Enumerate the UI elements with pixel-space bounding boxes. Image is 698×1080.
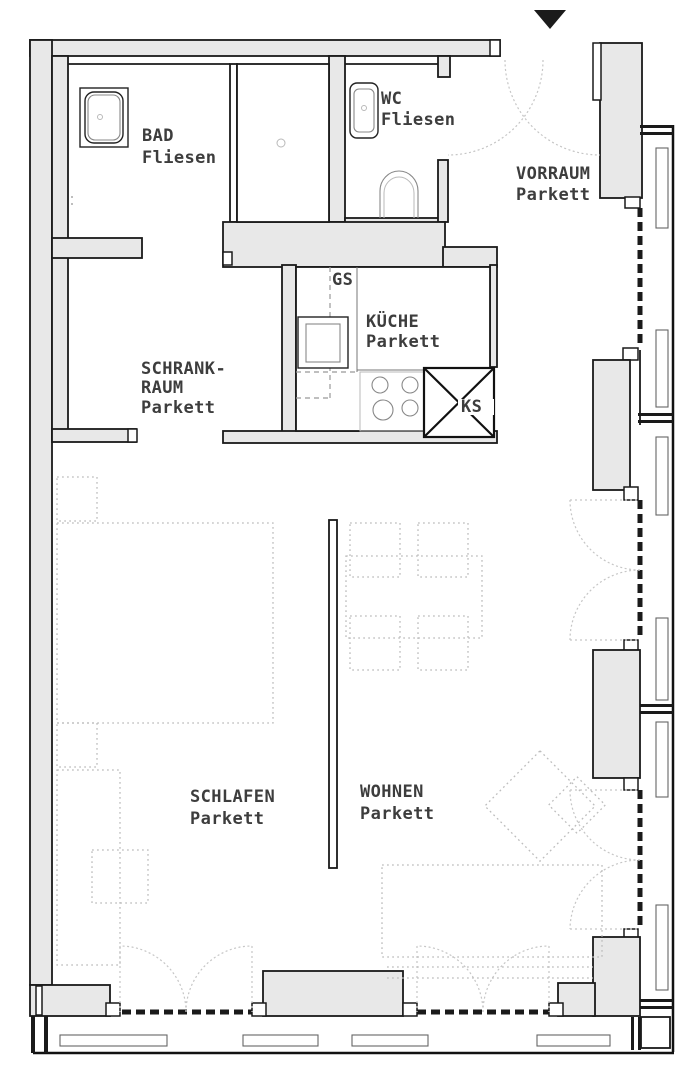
balcony-door1-post-left bbox=[106, 1003, 120, 1016]
vorraum-label: VORRAUM bbox=[516, 164, 591, 184]
bad-shower-partition bbox=[230, 64, 237, 222]
left-wall bbox=[30, 40, 52, 985]
balcony-railing bbox=[656, 148, 668, 228]
wc-right-wall bbox=[438, 160, 448, 222]
balcony-side-wall-left bbox=[44, 1016, 48, 1053]
balcony-door2-post-left bbox=[403, 1003, 417, 1016]
balcony-railing bbox=[243, 1035, 318, 1046]
balcony-railing bbox=[656, 437, 668, 515]
door1-post-top bbox=[624, 487, 638, 500]
vorraum-floor: Parkett bbox=[516, 185, 591, 205]
dishwasher-label: GS bbox=[332, 270, 354, 290]
bottom-right-wall bbox=[593, 937, 640, 1016]
bad-label: BAD bbox=[142, 126, 174, 146]
wohnen-label: WOHNEN bbox=[360, 782, 424, 802]
balcony-door1-post-right bbox=[252, 1003, 266, 1016]
balcony-divider bbox=[640, 1006, 673, 1009]
kueche-floor: Parkett bbox=[366, 332, 441, 352]
schrankraum-bottom-wall bbox=[52, 429, 136, 442]
balcony-railing bbox=[537, 1035, 610, 1046]
balcony-divider bbox=[640, 125, 673, 128]
balcony-railing bbox=[656, 722, 668, 797]
balcony-railing bbox=[656, 905, 668, 990]
kueche-label: KÜCHE bbox=[366, 312, 420, 332]
fridge-label: KS bbox=[461, 397, 483, 417]
balcony-divider bbox=[640, 704, 673, 707]
schlafen-label: SCHLAFEN bbox=[190, 787, 276, 807]
balcony-door2-post-right bbox=[549, 1003, 563, 1016]
corridor-wall-band-east bbox=[443, 247, 497, 267]
balcony-side-wall-right bbox=[631, 1017, 634, 1050]
balcony-divider bbox=[640, 999, 673, 1002]
balcony-divider bbox=[638, 420, 673, 423]
shower-area bbox=[237, 64, 329, 222]
right-wall-block bbox=[593, 650, 640, 778]
vorraum-right-wall bbox=[600, 43, 642, 198]
kitchen-left-wall bbox=[282, 265, 296, 433]
entrance-arrow-icon bbox=[534, 10, 566, 29]
right-pilaster bbox=[593, 360, 630, 490]
vorraum-wall-end-cap bbox=[593, 43, 601, 100]
bathtub-inner bbox=[85, 92, 123, 143]
schrankraum-door-post bbox=[128, 429, 137, 442]
top-wall bbox=[30, 40, 500, 56]
wc-door-stub bbox=[438, 56, 450, 77]
balcony-divider bbox=[640, 132, 673, 135]
balcony-divider bbox=[640, 711, 673, 714]
window-post-top bbox=[625, 197, 640, 208]
balcony-railing bbox=[60, 1035, 167, 1046]
bad-bottom-wall bbox=[52, 238, 142, 258]
schlafen-wohnen-partition bbox=[329, 520, 337, 868]
window-post-bottom bbox=[623, 348, 638, 360]
wohnen-floor: Parkett bbox=[360, 804, 435, 824]
bottom-middle-wall bbox=[263, 971, 403, 1016]
corridor-wall-band bbox=[223, 222, 445, 267]
schrankraum-floor: Parkett bbox=[141, 398, 216, 418]
left-wall-section-gap bbox=[36, 986, 42, 1015]
balcony-side-wall-left bbox=[31, 1016, 35, 1053]
wc-floor: Fliesen bbox=[381, 110, 456, 130]
balcony-divider bbox=[638, 413, 673, 416]
balcony-railing bbox=[352, 1035, 428, 1046]
wc-label: WC bbox=[381, 89, 403, 109]
schlafen-floor: Parkett bbox=[190, 809, 265, 829]
bad-floor: Fliesen bbox=[142, 148, 217, 168]
door2-post-top bbox=[624, 778, 638, 790]
shower-wc-wall bbox=[329, 56, 345, 222]
kitchen-right-wall bbox=[490, 265, 497, 367]
balcony-corner-cell bbox=[641, 1017, 670, 1048]
schrankraum-label-1: SCHRANK- bbox=[141, 359, 227, 379]
schrankraum-label-2: RAUM bbox=[141, 378, 184, 398]
fridge bbox=[424, 368, 494, 437]
balcony-railing bbox=[656, 330, 668, 407]
corridor-door-post bbox=[223, 252, 232, 265]
balcony-railing bbox=[656, 618, 668, 700]
top-wall-end-cap bbox=[490, 40, 500, 56]
